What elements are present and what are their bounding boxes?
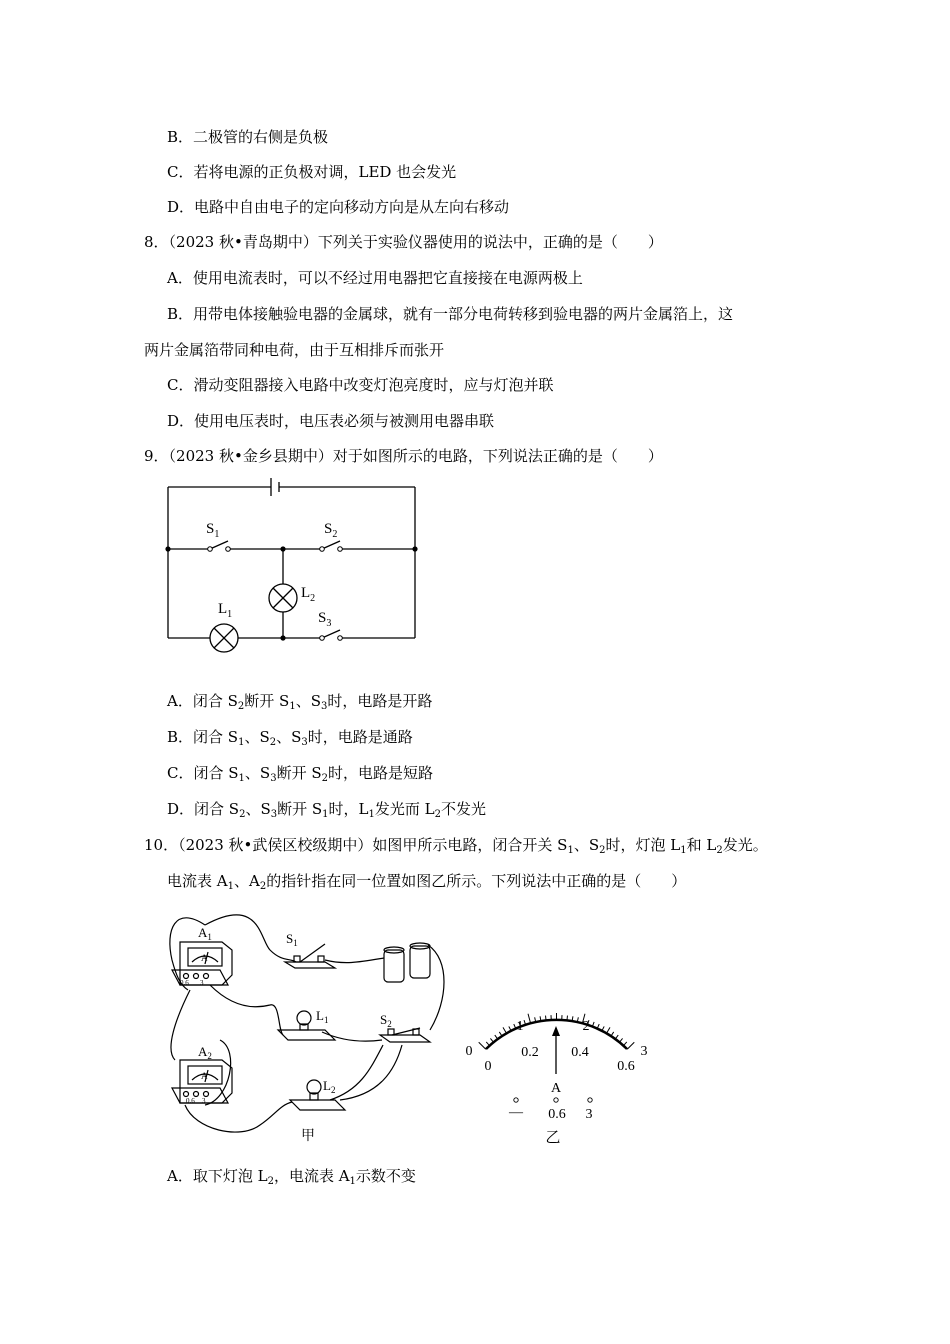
dial-tick	[623, 1042, 626, 1046]
dial-tick	[503, 1027, 507, 1033]
svg-text:A1: $A_1$	[198, 925, 212, 942]
dial-tick	[607, 1027, 611, 1033]
svg-text:3: 3	[202, 1097, 206, 1105]
q9-circuit-diagram	[150, 475, 430, 660]
switch-s2-blade	[322, 541, 340, 549]
lamp-l2-icon	[290, 1080, 345, 1110]
svg-text:甲: 甲	[301, 1129, 315, 1144]
dial-tick	[486, 1042, 489, 1046]
q10-option-a: A．取下灯泡 $L_2$，电流表 $A_1$示数不变	[167, 1167, 416, 1187]
dial-tick	[546, 1016, 547, 1021]
q9-option-a: A．闭合 $S_2$断开 $S_1$、$S_3$时，电路是开路	[167, 692, 433, 712]
q7-option-c: C．若将电源的正负极对调，LED 也会发光	[167, 163, 457, 181]
svg-text:S1: $S_1$	[206, 521, 220, 540]
svg-text:—: —	[509, 1105, 523, 1120]
q9-option-b: B．闭合 $S_1$、$S_2$、$S_3$时，电路是通路	[167, 728, 413, 748]
svg-text:0.6: 0.6	[548, 1107, 566, 1122]
q8-option-c: C．滑动变阻器接入电路中改变灯泡亮度时，应与灯泡并联	[167, 376, 554, 394]
battery-icon	[384, 943, 430, 982]
dial-tick	[490, 1038, 493, 1042]
svg-text:L2: $L_2$	[301, 585, 316, 604]
svg-text:A2: $A_2$	[198, 1044, 212, 1061]
svg-text:0: 0	[484, 1059, 492, 1074]
svg-text:2: 2	[582, 1019, 590, 1034]
dial-tick	[495, 1035, 498, 1039]
q10-figure-yi-meter-dial	[455, 1010, 665, 1150]
q10-stem-line2: 电流表 $A_1$、$A_2$的指针指在同一位置如图乙所示。下列说法中正确的是（ ）	[167, 872, 687, 892]
svg-text:S2: $S_2$	[324, 521, 338, 540]
svg-text:乙: 乙	[545, 1130, 561, 1146]
q8-option-b-line2: 两片金属箔带同种电荷，由于互相排斥而张开	[144, 341, 445, 359]
svg-text:3: 3	[640, 1044, 648, 1059]
svg-text:3: 3	[585, 1107, 593, 1122]
lamp-l2-icon	[269, 584, 297, 612]
svg-text:S3: $S_3$	[318, 610, 332, 629]
q10-figure-jia	[160, 900, 460, 1150]
svg-text:L2: $L_2$	[323, 1078, 336, 1095]
svg-text:0.2: 0.2	[521, 1045, 539, 1060]
q7-option-d: D．电路中自由电子的定向移动方向是从左向右移动	[167, 198, 510, 216]
dial-tick	[479, 1042, 486, 1049]
q10-stem: 10．（2023 秋•武侯区校级期中）如图甲所示电路，闭合开关 $S_1$、$S_2$时，灯泡 $L_1$和 $L_2$发光。	[144, 836, 768, 856]
svg-text:1: 1	[516, 1019, 524, 1034]
dial-tick	[528, 1014, 531, 1024]
q8-stem: 8．（2023 秋•青岛期中）下列关于实验仪器使用的说法中，正确的是（ ）	[144, 233, 663, 251]
q9-option-c: C．闭合 $S_1$、$S_3$断开 $S_2$时，电路是短路	[167, 764, 433, 784]
dial-tick	[627, 1042, 634, 1049]
dial-tick	[615, 1035, 618, 1039]
svg-text:A: A	[550, 1081, 562, 1096]
svg-text:S1: $S_1$	[286, 931, 298, 948]
terminal-negative-icon	[514, 1098, 518, 1102]
svg-text:0: 0	[465, 1044, 473, 1059]
q9-stem: 9．（2023 秋•金乡县期中）对于如图所示的电路，下列说法正确的是（ ）	[144, 447, 663, 465]
lamp-l1-icon	[210, 624, 238, 652]
svg-text:3: 3	[200, 979, 204, 987]
q9-option-d: D．闭合 $S_2$、$S_3$断开 $S_1$时，$L_1$发光而 $L_2$不发光	[167, 800, 486, 820]
svg-text:0.6: 0.6	[186, 1097, 195, 1105]
switch-s2-icon	[380, 1028, 430, 1042]
terminal-06-icon	[554, 1098, 558, 1102]
svg-text:0.4: 0.4	[571, 1045, 589, 1060]
svg-text:L1: $L_1$	[218, 601, 233, 620]
svg-text:A: A	[201, 1071, 208, 1081]
svg-text:S2: $S_2$	[380, 1012, 392, 1029]
dial-tick	[567, 1016, 568, 1021]
svg-text:0.6: 0.6	[617, 1059, 635, 1074]
dial-tick	[619, 1038, 622, 1042]
q8-option-d: D．使用电压表时，电压表必须与被测用电器串联	[167, 412, 495, 430]
svg-text:L1: $L_1$	[316, 1008, 329, 1025]
switch-s1-blade	[210, 541, 228, 549]
terminal-3-icon	[588, 1098, 592, 1102]
svg-text:0.6: 0.6	[180, 979, 189, 987]
q8-option-a: A．使用电流表时，可以不经过用电器把它直接接在电源两极上	[167, 269, 583, 287]
q8-option-b-line1: B．用带电体接触验电器的金属球，就有一部分电荷转移到验电器的两片金属箔上，这	[167, 305, 734, 323]
switch-s3-blade	[322, 630, 340, 638]
q7-option-b: B．二极管的右侧是负极	[167, 128, 329, 146]
svg-text:A: A	[201, 953, 208, 963]
